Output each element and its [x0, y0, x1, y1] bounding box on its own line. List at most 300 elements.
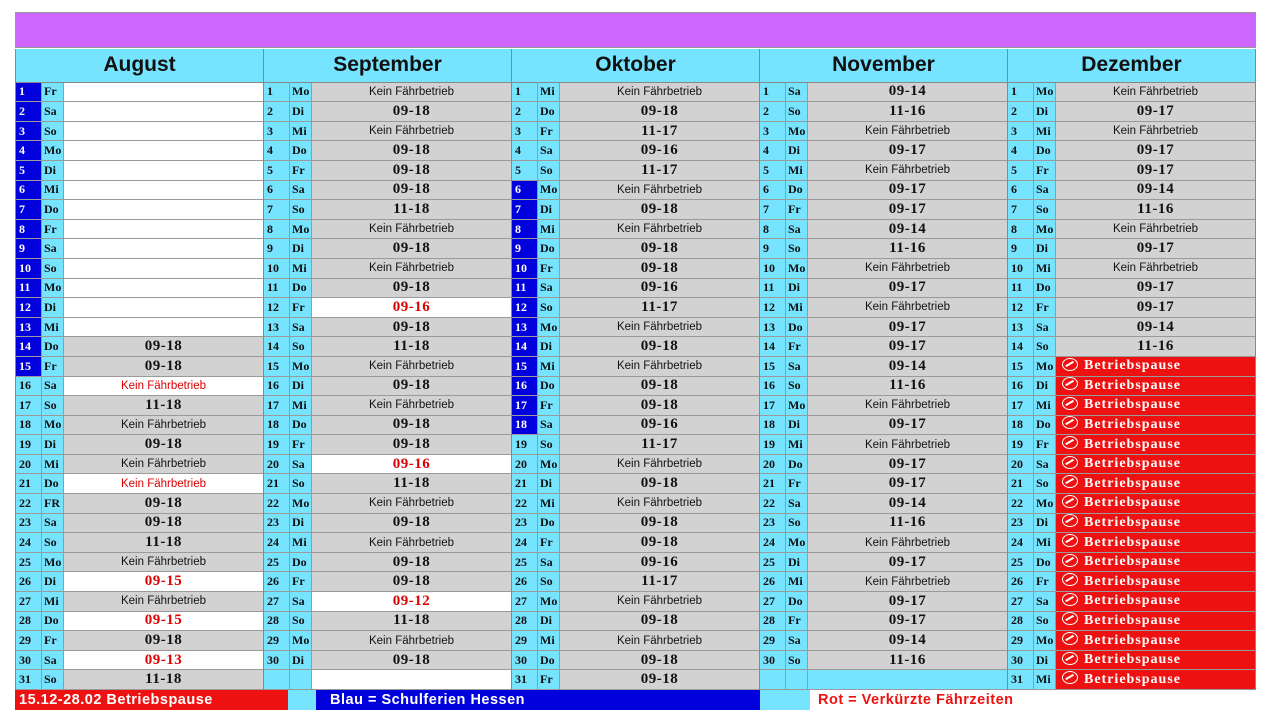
betriebspause-label: Betriebspause [1084, 475, 1181, 491]
ferry-hours-cell: Kein Fährbetrieb [312, 494, 511, 513]
weekday: Sa [786, 220, 808, 239]
weekday: Mo [786, 259, 808, 278]
weekday: Mi [42, 318, 64, 337]
day-number: 25 [1008, 553, 1034, 572]
day-number: 17 [1008, 396, 1034, 415]
weekday: Di [538, 200, 560, 219]
day-number: 29 [512, 631, 538, 650]
betriebspause-label: Betriebspause [1084, 573, 1181, 589]
ferry-hours-cell: 09-17 [808, 455, 1007, 474]
day-row [16, 357, 263, 377]
ferry-hours-cell: Kein Fährbetrieb [312, 533, 511, 552]
weekday: Mo [290, 631, 312, 650]
ferry-hours-cell: 11-17 [560, 435, 759, 454]
weekday: Sa [290, 318, 312, 337]
ferry-hours-cell: 09-18 [64, 631, 263, 650]
day-number: 26 [1008, 572, 1034, 591]
day-row [1008, 474, 1255, 494]
legend-spacer [288, 690, 316, 710]
day-row [264, 83, 511, 103]
day-number: 31 [1008, 670, 1034, 689]
day-row [512, 122, 759, 142]
day-row [1008, 435, 1255, 455]
ferry-hours-cell: 09-18 [560, 612, 759, 631]
ferry-hours-cell: 09-17 [1056, 239, 1255, 258]
betriebspause-cell [1056, 670, 1255, 689]
weekday: Mi [1034, 122, 1056, 141]
day-row [760, 239, 1007, 259]
betriebspause-label: Betriebspause [1084, 534, 1181, 550]
day-number: 5 [16, 161, 42, 180]
ferry-hours-cell [64, 83, 263, 102]
day-row [264, 631, 511, 651]
ferry-hours-cell: 11-18 [64, 533, 263, 552]
day-number: 12 [512, 298, 538, 317]
ferry-hours-cell: Kein Fährbetrieb [64, 553, 263, 572]
day-number: 8 [512, 220, 538, 239]
ferry-hours-cell: 09-18 [312, 181, 511, 200]
weekday: Mi [42, 455, 64, 474]
ferry-hours-cell: Kein Fährbetrieb [560, 220, 759, 239]
ferry-hours-cell: Kein Fährbetrieb [560, 592, 759, 611]
day-row [264, 474, 511, 494]
no-ferry-icon [1062, 456, 1078, 469]
weekday: Di [1034, 377, 1056, 396]
day-number: 21 [760, 474, 786, 493]
betriebspause-cell [1056, 416, 1255, 435]
weekday: Mo [538, 455, 560, 474]
day-row [264, 318, 511, 338]
ferry-hours-cell: 09-14 [808, 83, 1007, 102]
day-number: 23 [512, 514, 538, 533]
weekday: Do [1034, 141, 1056, 160]
ferry-hours-cell: 09-17 [1056, 279, 1255, 298]
ferry-hours-cell: 09-18 [312, 572, 511, 591]
day-row [264, 357, 511, 377]
legend-betriebspause: 15.12-28.02 Betriebspause [15, 690, 288, 710]
day-number: 29 [264, 631, 290, 650]
weekday: Do [290, 141, 312, 160]
ferry-hours-cell: Kein Fährbetrieb [312, 220, 511, 239]
day-number: 20 [1008, 455, 1034, 474]
ferry-hours-cell: 09-18 [560, 670, 759, 689]
day-row [1008, 533, 1255, 553]
no-ferry-icon [1062, 495, 1078, 508]
day-row [16, 377, 263, 397]
betriebspause-cell [1056, 474, 1255, 493]
day-number: 24 [1008, 533, 1034, 552]
ferry-hours-cell: 09-16 [560, 279, 759, 298]
weekday: So [786, 239, 808, 258]
weekday: Do [538, 651, 560, 670]
day-row [16, 181, 263, 201]
day-row [512, 337, 759, 357]
day-row [264, 239, 511, 259]
ferry-hours-cell: 09-15 [64, 612, 263, 631]
betriebspause-cell [1056, 572, 1255, 591]
ferry-hours-cell: Kein Fährbetrieb [808, 298, 1007, 317]
weekday: Sa [290, 181, 312, 200]
day-row [512, 514, 759, 534]
day-number: 18 [264, 416, 290, 435]
ferry-hours-cell: 09-18 [312, 377, 511, 396]
day-row [760, 279, 1007, 299]
weekday: Sa [42, 239, 64, 258]
day-number: 20 [760, 455, 786, 474]
ferry-hours-cell [64, 220, 263, 239]
ferry-hours-cell: 11-16 [808, 377, 1007, 396]
day-row [1008, 572, 1255, 592]
day-number: 30 [264, 651, 290, 670]
day-number: 5 [1008, 161, 1034, 180]
ferry-hours-cell: 09-17 [808, 553, 1007, 572]
no-ferry-icon [1062, 397, 1078, 410]
ferry-hours-cell: Kein Fährbetrieb [312, 396, 511, 415]
day-row [760, 83, 1007, 103]
day-row [16, 279, 263, 299]
day-row [760, 435, 1007, 455]
ferry-hours-cell: 11-16 [1056, 337, 1255, 356]
day-number: 18 [1008, 416, 1034, 435]
day-number: 11 [16, 279, 42, 298]
day-number: 8 [760, 220, 786, 239]
day-row [264, 298, 511, 318]
ferry-hours-cell: 11-17 [560, 572, 759, 591]
weekday: Mi [538, 83, 560, 102]
weekday: Fr [42, 357, 64, 376]
day-number: 3 [512, 122, 538, 141]
weekday: Sa [786, 494, 808, 513]
month-column-dezember [1008, 49, 1256, 690]
betriebspause-label: Betriebspause [1084, 456, 1181, 472]
weekday: Mo [538, 592, 560, 611]
no-ferry-icon [1062, 475, 1078, 488]
weekday: Fr [786, 612, 808, 631]
day-number: 31 [512, 670, 538, 689]
ferry-hours-cell: 09-18 [560, 377, 759, 396]
day-row [16, 141, 263, 161]
legend-schulferien: Blau = Schulferien Hessen [316, 690, 760, 710]
day-row [264, 396, 511, 416]
day-number: 9 [760, 239, 786, 258]
day-number: 22 [264, 494, 290, 513]
ferry-hours-cell: Kein Fährbetrieb [560, 494, 759, 513]
day-row [264, 141, 511, 161]
day-number: 9 [512, 239, 538, 258]
day-number: 1 [16, 83, 42, 102]
day-number: 3 [760, 122, 786, 141]
weekday: Sa [290, 592, 312, 611]
weekday: Do [538, 377, 560, 396]
day-row [760, 474, 1007, 494]
day-number: 13 [16, 318, 42, 337]
weekday: Mo [290, 357, 312, 376]
day-row [16, 83, 263, 103]
day-number: 4 [1008, 141, 1034, 160]
day-number: 28 [16, 612, 42, 631]
ferry-hours-cell: 09-18 [312, 318, 511, 337]
day-row [264, 592, 511, 612]
weekday: Di [538, 337, 560, 356]
day-row [512, 572, 759, 592]
ferry-hours-cell: Kein Fährbetrieb [312, 83, 511, 102]
day-number: 14 [16, 337, 42, 356]
betriebspause-label: Betriebspause [1084, 671, 1181, 687]
no-ferry-icon [1062, 416, 1078, 429]
weekday: Mo [42, 416, 64, 435]
day-row [1008, 102, 1255, 122]
betriebspause-label: Betriebspause [1084, 593, 1181, 609]
day-number: 2 [1008, 102, 1034, 121]
ferry-hours-cell: 09-18 [560, 102, 759, 121]
day-row [512, 455, 759, 475]
no-ferry-icon [1062, 573, 1078, 586]
day-row [512, 435, 759, 455]
day-number: 5 [512, 161, 538, 180]
ferry-hours-cell: Kein Fährbetrieb [64, 592, 263, 611]
weekday: Do [42, 474, 64, 493]
day-row [264, 102, 511, 122]
day-number: 13 [1008, 318, 1034, 337]
weekday: Di [1034, 651, 1056, 670]
day-row [264, 416, 511, 436]
weekday: Sa [538, 279, 560, 298]
day-row [1008, 161, 1255, 181]
day-row [16, 494, 263, 514]
betriebspause-label: Betriebspause [1084, 514, 1181, 530]
day-number: 17 [16, 396, 42, 415]
day-number: 16 [16, 377, 42, 396]
day-number: 24 [264, 533, 290, 552]
month-column-oktober [512, 49, 760, 690]
weekday: Sa [42, 651, 64, 670]
day-row [264, 553, 511, 573]
day-number: 10 [1008, 259, 1034, 278]
day-row [1008, 122, 1255, 142]
ferry-hours-cell: 09-16 [560, 141, 759, 160]
day-number: 22 [760, 494, 786, 513]
day-number: 26 [512, 572, 538, 591]
weekday: Do [42, 612, 64, 631]
ferry-hours-cell: 09-12 [312, 592, 511, 611]
day-number: 19 [760, 435, 786, 454]
day-row [1008, 337, 1255, 357]
day-row [16, 122, 263, 142]
ferry-hours-cell: 11-16 [808, 514, 1007, 533]
ferry-hours-cell: 09-17 [808, 200, 1007, 219]
ferry-hours-cell: Kein Fährbetrieb [312, 357, 511, 376]
day-number: 19 [1008, 435, 1034, 454]
day-number: 16 [1008, 377, 1034, 396]
day-row [16, 259, 263, 279]
ferry-hours-cell: 09-16 [560, 553, 759, 572]
day-number: 15 [512, 357, 538, 376]
weekday: Mi [538, 631, 560, 650]
no-ferry-icon [1062, 671, 1078, 684]
ferry-hours-cell: Kein Fährbetrieb [1056, 122, 1255, 141]
weekday: So [290, 612, 312, 631]
day-number: 16 [512, 377, 538, 396]
day-row [1008, 455, 1255, 475]
legend-verkuerzte-zeiten: Rot = Verkürzte Fährzeiten [810, 690, 1256, 710]
ferry-hours-cell: Kein Fährbetrieb [808, 572, 1007, 591]
day-number: 21 [264, 474, 290, 493]
day-number: 23 [760, 514, 786, 533]
day-number: 24 [16, 533, 42, 552]
day-number [760, 670, 786, 689]
day-number: 26 [16, 572, 42, 591]
no-ferry-icon [1062, 358, 1078, 371]
day-row [1008, 357, 1255, 377]
weekday: Mo [42, 141, 64, 160]
ferry-hours-cell: 11-18 [312, 612, 511, 631]
weekday: Mi [786, 572, 808, 591]
weekday: Mi [290, 122, 312, 141]
weekday: Fr [1034, 572, 1056, 591]
day-row [760, 612, 1007, 632]
weekday: Di [538, 612, 560, 631]
no-ferry-icon [1062, 377, 1078, 390]
day-number: 27 [512, 592, 538, 611]
day-row [760, 416, 1007, 436]
day-number: 6 [512, 181, 538, 200]
day-row [1008, 239, 1255, 259]
ferry-hours-cell: Kein Fährbetrieb [560, 631, 759, 650]
weekday: Do [42, 337, 64, 356]
no-ferry-icon [1062, 554, 1078, 567]
day-number: 22 [1008, 494, 1034, 513]
day-row [1008, 514, 1255, 534]
ferry-hours-cell: 09-15 [64, 572, 263, 591]
betriebspause-cell [1056, 553, 1255, 572]
weekday: Fr [538, 122, 560, 141]
day-number: 10 [760, 259, 786, 278]
day-row [16, 298, 263, 318]
day-row [512, 553, 759, 573]
day-row [512, 670, 759, 690]
day-number: 13 [760, 318, 786, 337]
betriebspause-label: Betriebspause [1084, 632, 1181, 648]
day-row [1008, 298, 1255, 318]
weekday: Fr [1034, 298, 1056, 317]
weekday: So [1034, 612, 1056, 631]
day-number: 12 [264, 298, 290, 317]
day-row [760, 337, 1007, 357]
weekday: Mo [1034, 220, 1056, 239]
ferry-hours-cell: 09-18 [312, 651, 511, 670]
ferry-hours-cell: 09-18 [64, 337, 263, 356]
betriebspause-cell [1056, 612, 1255, 631]
ferry-hours-cell: Kein Fährbetrieb [1056, 83, 1255, 102]
day-number: 20 [512, 455, 538, 474]
ferry-hours-cell: Kein Fährbetrieb [560, 83, 759, 102]
weekday: Mi [1034, 533, 1056, 552]
day-row [760, 141, 1007, 161]
day-row [1008, 553, 1255, 573]
weekday: Mi [1034, 396, 1056, 415]
day-number: 18 [16, 416, 42, 435]
betriebspause-label: Betriebspause [1084, 377, 1181, 393]
day-row [264, 181, 511, 201]
weekday: Do [786, 318, 808, 337]
weekday: Mo [290, 494, 312, 513]
ferry-hours-cell [64, 279, 263, 298]
day-row [760, 572, 1007, 592]
weekday: Mi [290, 396, 312, 415]
weekday: Di [42, 435, 64, 454]
no-ferry-icon [1062, 436, 1078, 449]
day-number: 17 [760, 396, 786, 415]
weekday: Mo [290, 83, 312, 102]
day-number: 5 [760, 161, 786, 180]
day-number: 21 [16, 474, 42, 493]
betriebspause-cell [1056, 631, 1255, 650]
day-number: 12 [16, 298, 42, 317]
ferry-hours-cell: 09-18 [560, 396, 759, 415]
ferry-hours-cell: Kein Fährbetrieb [1056, 220, 1255, 239]
weekday: Mo [1034, 357, 1056, 376]
weekday: Di [290, 377, 312, 396]
day-number: 3 [1008, 122, 1034, 141]
ferry-hours-cell [64, 181, 263, 200]
day-number: 11 [512, 279, 538, 298]
day-row [16, 318, 263, 338]
day-row [512, 279, 759, 299]
ferry-hours-cell: 09-17 [1056, 141, 1255, 160]
day-row [512, 161, 759, 181]
day-row [512, 318, 759, 338]
day-number: 12 [1008, 298, 1034, 317]
day-number: 9 [264, 239, 290, 258]
day-number: 12 [760, 298, 786, 317]
ferry-hours-cell: 11-18 [64, 670, 263, 689]
weekday: Mi [1034, 259, 1056, 278]
day-number: 6 [16, 181, 42, 200]
weekday: So [1034, 474, 1056, 493]
weekday: Do [290, 553, 312, 572]
ferry-hours-cell: 09-17 [808, 612, 1007, 631]
ferry-hours-cell [64, 200, 263, 219]
weekday: Do [290, 279, 312, 298]
day-number: 6 [760, 181, 786, 200]
day-number: 28 [264, 612, 290, 631]
weekday: Di [786, 141, 808, 160]
day-row [264, 377, 511, 397]
day-number: 24 [760, 533, 786, 552]
ferry-hours-cell: 11-17 [560, 161, 759, 180]
ferry-hours-cell [64, 239, 263, 258]
day-number: 28 [1008, 612, 1034, 631]
day-row [1008, 200, 1255, 220]
betriebspause-cell [1056, 514, 1255, 533]
legend-footer [15, 690, 1256, 710]
weekday: Di [538, 474, 560, 493]
day-row [760, 592, 1007, 612]
weekday: Fr [290, 435, 312, 454]
weekday: Mo [42, 553, 64, 572]
day-number: 29 [1008, 631, 1034, 650]
day-row [512, 200, 759, 220]
day-number: 2 [264, 102, 290, 121]
day-row [512, 416, 759, 436]
day-number: 15 [264, 357, 290, 376]
weekday: Sa [290, 455, 312, 474]
ferry-hours-cell: 09-18 [312, 435, 511, 454]
ferry-hours-cell: 09-17 [808, 592, 1007, 611]
weekday: Mo [1034, 83, 1056, 102]
day-number: 11 [760, 279, 786, 298]
weekday: Mi [786, 298, 808, 317]
